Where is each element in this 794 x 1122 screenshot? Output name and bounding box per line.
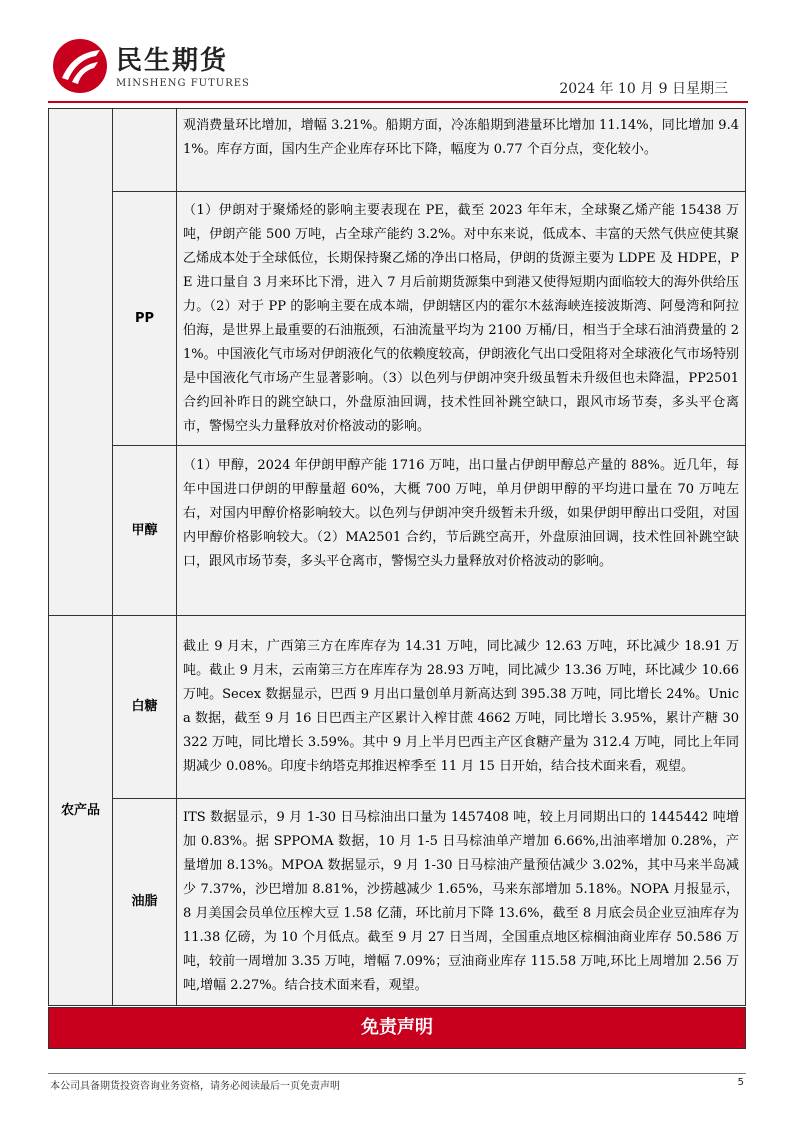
disclaimer-banner: 免责声明 — [48, 1007, 746, 1049]
minsheng-logo-icon — [52, 38, 108, 94]
company-name-en: MINSHENG FUTURES — [116, 78, 250, 89]
analysis-text: 观消费量环比增加，增幅 3.21%。船期方面，冷冻船期到港量环比增加 11.14%，同比增加 9.41%。库存方面，国内生产企业库存环比下降，幅度为 0.77 个百分点，变化较小。 — [177, 109, 746, 192]
footer-note: 本公司具备期货投资咨询业务资格，请务必阅读最后一页免责声明 — [50, 1081, 340, 1092]
category-cell — [49, 109, 113, 616]
analysis-text: 截止 9 月末，广西第三方在库库存为 14.31 万吨，同比减少 12.63 万吨，环比减少 18.91 万吨。截止 9 月末，云南第三方在库库存为 28.93 万吨，同比减少 13.36 万吨，环比减少 10.66 万吨。Secex 数据显示，巴西 9 月出口量创单月新高达到 395.38 万吨，同比增长 24%。Unica 数据，截至 9 月 16 日巴西主产区累计入榨甘蔗 4662 万吨，同比增长 3.95%，累计产糖 30322 万吨，同比增长 3.59%。其中 9 月上半月巴西主产区食糖产量为 312.4 万吨，同比上年同期减少 0.08%。印度卡纳塔克邦推迟榨季至 11 月 15 日开始，结合技术面来看，观望。 — [177, 616, 746, 799]
table-row — [49, 446, 746, 616]
table-row — [49, 616, 746, 799]
page-header — [48, 30, 748, 102]
footer-divider — [48, 1073, 746, 1074]
product-cell: 白糖 — [113, 616, 177, 799]
product-cell: 甲醇 — [113, 446, 177, 616]
table-row — [49, 799, 746, 1006]
product-cell: PP — [113, 192, 177, 446]
company-name-cn: 民生期货 — [116, 46, 229, 76]
table-row — [49, 109, 746, 192]
analysis-text: ITS 数据显示，9 月 1-30 日马棕油出口量为 1457408 吨，较上月同期出口的 1445442 吨增加 0.83%。据 SPPOMA 数据，10 月 1-5 日马棕油单产增加 6.66%,出油率增加 0.28%，产量增加 8.13%。MPOA 数据显示，9 月 1-30 日马棕油产量预估减少 3.02%，其中马来半岛减少 7.37%，沙巴增加 8.81%，沙捞越减少 1.65%，马来东部增加 5.18%。NOPA 月报显示，8 月美国会员单位压榨大豆 1.58 亿蒲，环比前月下降 13.6%，截至 8 月底会员企业豆油库存为 11.38 亿磅，为 10 个月低点。截至 9 月 27 日当周，全国重点地区棕榈油商业库存 50.586 万吨，较前一周增加 3.35 万吨，增幅 7.09%；豆油商业库存 115.58 万吨,环比上周增加 2.56 万吨,增幅 2.27%。结合技术面来看，观望。 — [177, 799, 746, 1006]
page-number: 5 — [737, 1077, 744, 1088]
table-row — [49, 192, 746, 446]
header-divider — [48, 101, 748, 103]
analysis-text: （1）甲醇，2024 年伊朗甲醇产能 1716 万吨，出口量占伊朗甲醇总产量的 88%。近几年，每年中国进口伊朗的甲醇量超 60%，大概 700 万吨，单月伊朗甲醇的平均进口量在 70 万吨左右，对国内甲醇价格影响较大。以色列与伊朗冲突升级暂未升级，如果伊朗甲醇出口受阻，对国内甲醇价格影响较大。（2）MA2501 合约，节后跳空高开，外盘原油回调，技术性回补跳空缺口，跟风市场节奏，多头平仓离市，警惕空头力量释放对价格波动的影响。 — [177, 446, 746, 616]
product-cell: 油脂 — [113, 799, 177, 1006]
commodity-table — [48, 108, 746, 1006]
report-date: 2024 年 10 月 9 日星期三 — [559, 81, 728, 97]
category-cell: 农产品 — [49, 616, 113, 1006]
analysis-text: （1）伊朗对于聚烯烃的影响主要表现在 PE，截至 2023 年年末，全球聚乙烯产能 15438 万吨，伊朗产能 500 万吨，占全球产能约 3.2%。对中东来说，低成本、丰富的天然气供应使其聚乙烯成本处于全球低位，长期保持聚乙烯的净出口格局，伊朗的货源主要为 LDPE 及 HDPE，PE 进口量自 3 月来环比下滑，进入 7 月后前期货源集中到港又使得短期内面临较大的海外供给压力。（2）对于 PP 的影响主要在成本端，伊朗辖区内的霍尔木兹海峡连接波斯湾、阿曼湾和阿拉伯海，是世界上最重要的石油瓶颈，石油流量平均为 2100 万桶/日，相当于全球石油消费量的 21%。中国液化气市场对伊朗液化气的依赖度较高，伊朗液化气出口受阻将对全球液化气市场特别是中国液化气市场产生显著影响。（3）以色列与伊朗冲突升级虽暂未升级但也未降温，PP2501 合约回补昨日的跳空缺口，外盘原油回调，技术性回补跳空缺口，跟风市场节奏，多头平仓离市，警惕空头力量释放对价格波动的影响。 — [177, 192, 746, 446]
product-cell — [113, 109, 177, 192]
